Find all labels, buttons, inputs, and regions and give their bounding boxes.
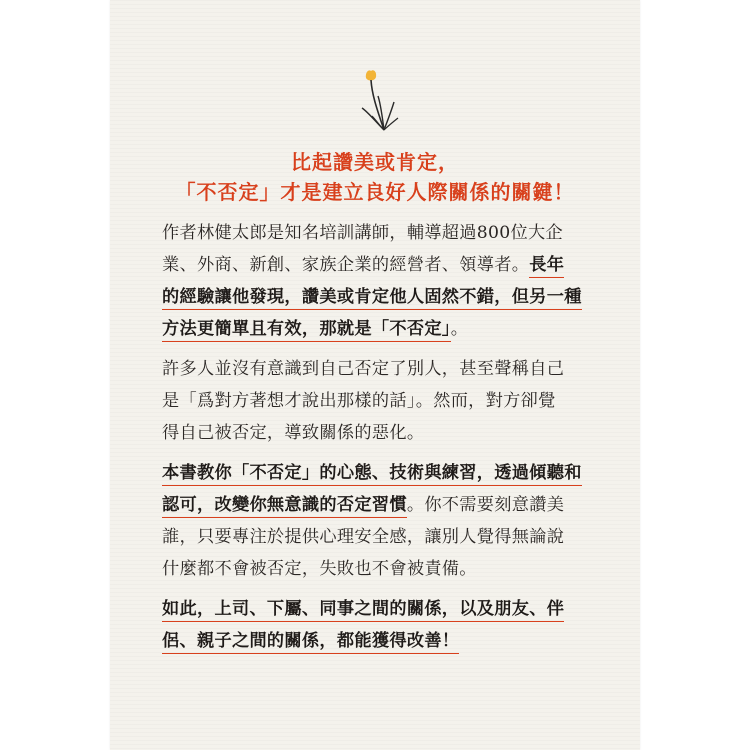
paragraph-line [162,249,602,281]
paragraph-1 [162,217,602,345]
plain-text: 。 [450,319,469,339]
paragraph-line [162,489,602,521]
paragraph-line: 什麼都不會被否定，失敗也不會被責備。 [162,559,477,579]
paragraph-line [162,625,602,657]
book-page [110,0,640,750]
paragraph-line [162,593,602,625]
emphasized-text: 如此，上司、下屬、同事之間的關係，以及朋友、伴 [162,599,564,622]
paragraph-line: 作者林健太郎是知名培訓講師，輔導超過800位大企 [162,223,563,243]
plain-text: 業、外商、新創、家族企業的經營者、領導者。 [162,255,530,275]
emphasized-text: 的經驗讓他發現，讚美或肯定他人固然不錯，但另一種 [162,287,582,310]
plain-text: 。你不需要刻意讚美 [406,495,565,515]
emphasized-text: 長年 [529,255,564,278]
paragraph-line: 許多人並沒有意識到自己否定了別人，甚至聲稱自己 [162,359,565,379]
body-text [162,217,602,657]
paragraph-4 [162,593,602,657]
paragraph-line [162,313,602,345]
paragraph-line [162,281,602,313]
paragraph-line: 是「爲對方著想才說出那樣的話」。然而，對方卻覺 [162,391,556,411]
paragraph-line [162,457,602,489]
flower-sprig-icon [358,68,402,136]
emphasized-text: 本書教你「不否定」的心態、技術與練習，透過傾聽和 [162,463,582,486]
heading-line-2: 「不否定」才是建立良好人際關係的關鍵！ [175,180,575,204]
paragraph-2 [162,353,602,449]
paragraph-3 [162,457,602,585]
paragraph-line: 誰，只要專注於提供心理安全感，讓別人覺得無論說 [162,527,565,547]
emphasized-text: 侶、親子之間的關係，都能獲得改善！ [162,631,459,654]
emphasized-text: 認可，改變你無意識的否定習慣 [162,495,407,518]
paragraph-line: 得自己被否定，導致關係的惡化。 [162,423,425,443]
heading-line-1: 比起讚美或肯定， [291,150,459,174]
emphasized-text: 方法更簡單且有效，那就是「不否定」 [162,319,451,342]
